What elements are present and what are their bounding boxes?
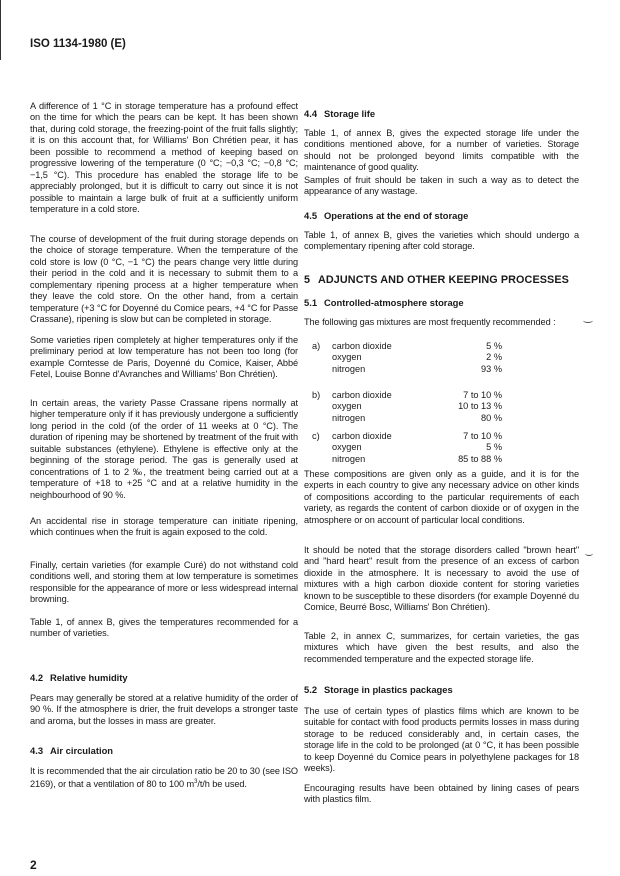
gas-value: 5 % [486,341,502,351]
paragraph: Table 1, of annex B, gives the varieties which should undergo a complementary ripening after cold storage. [304,230,579,252]
section-heading-5 [304,274,569,286]
gas-name: carbon dioxide [332,431,392,441]
text: It is recommended that the air circulation ratio be 20 to 30 (see ISO 2169), or that a ventilation of 80 to 100 m [30,766,298,790]
section-title: Air circulation [50,745,114,756]
section-title: Operations at the end of storage [324,210,469,221]
gas-name: nitrogen [332,412,366,423]
section-number: 5.1 [304,297,318,308]
section-title: Controlled-atmosphere storage [324,297,464,308]
margin-mark [583,318,593,323]
paragraph: Finally, certain varieties (for example Curé) do not withstand cold conditions well, and storing them at low temperature is sometimes responsible for the appearance of more or less widespread internal browning. [30,560,298,605]
gas-name: nitrogen [332,453,366,464]
section-title: Storage life [324,108,376,119]
page-number: 2 [30,858,37,872]
list-letter: a) [312,341,321,351]
list-letter: c) [312,431,320,441]
section-title: Storage in plastics packages [324,684,453,695]
paragraph: The course of development of the fruit during storage depends on the choice of storage temperature. When the temperature of the cold store is low (0 °C, −1 °C) the pears change very little during their period in the cold and it is necessary to submit them to a complementary ripening process at a higher temperature when they leave the cold store. On the other hand, from a certain temperature (+3 °C for Doyenné du Comice pears, +4 °C for Passe Crassane), ripening is slow but can be completed in storage. [30,234,298,325]
gas-mixture-a [312,341,512,375]
page-edge-line [0,0,1,60]
gas-name: carbon dioxide [332,390,392,400]
gas-value: 80 % [481,412,502,423]
paragraph [30,766,298,791]
section-heading-4-4 [304,108,375,119]
section-number: 4.4 [304,108,318,119]
paragraph: Table 2, in annex C, summarizes, for certain varieties, the gas mixtures which have given the best results, and also the recommended temperature and the expected storage life. [304,631,579,664]
paragraph: Samples of fruit should be taken in such a way as to detect the appearance of any wastage. [304,175,579,197]
paragraph: Some varieties ripen completely at higher temperatures only if the preliminary period at low temperature has not been too long (for example Comtesse de Paris, Doyenné du Comice, Kaiser, Abbé Fetel, Louise Bonne d'Avranches and Williams' Bon Chrétien). [30,335,298,380]
paragraph: A difference of 1 °C in storage temperature has a profound effect on the time for which the pears can be kept. It has been shown that, during cold storage, the freezing-point of the fruit falls slightly; it is on this account that, for Williams' Bon Chrétien pear, it has been possible to recommend a method of keeping based on progressive lowering of the temperature (0 °C; −0,3 °C; −0,8 °C; −1,5 °C). This procedure has enabled the storage life to be appreciably prolonged, but it is difficult to carry out since it is not possible to maintain a large bulk of fruit at a sufficiently uniform temperature in a cold store. [30,101,298,215]
gas-value: 7 to 10 % [463,390,502,400]
superscript: 3 [194,779,198,786]
gas-value: 93 % [481,363,502,374]
paragraph: The use of certain types of plastics films which are known to be suitable for contact with food products permits losses in mass during storage to be reduced considerably and, in certain cases, the storage life in the cold to be prolonged (at 0 °C, it has been possible to keep Doyenné du Comice pears in polyethylene packages for 18 weeks). [304,706,579,774]
paragraph: It should be noted that the storage disorders called "brown heart" and "hard heart" result from the presence of an excess of carbon dioxide in the atmosphere. It is necessary to avoid the use of mixtures with a high carbon dioxide content for storing varieties known to be susceptible to these disorders (for example Doyenné du Comice, Beurré Bosc, Williams' Bon Chrétien). [304,545,579,613]
gas-mixture-c [312,431,512,465]
gas-mixture-b [312,390,512,424]
list-letter: b) [312,390,321,400]
text: /t/h be used. [197,779,247,790]
paragraph: These compositions are given only as a guide, and it is for the experts in each country to give any necessary advice on other kinds of compositions according to the particular requirements of each variety, as regards the content of carbon dioxide or of oxygen in the atmosphere or on account of particular local conditions. [304,469,579,525]
gas-name: oxygen [332,352,362,363]
section-number: 5.2 [304,684,318,695]
gas-value: 2 % [486,352,502,363]
gas-name: oxygen [332,401,362,412]
section-number: 4.2 [30,672,44,683]
gas-name: nitrogen [332,363,366,374]
paragraph: Encouraging results have been obtained by lining cases of pears with plastics film. [304,783,579,805]
section-number: 4.5 [304,210,318,221]
paragraph: The following gas mixtures are most frequently recommended : [304,317,556,327]
paragraph: Table 1, of annex B, gives the temperatures recommended for a number of varieties. [30,617,298,639]
section-heading-4-2 [30,672,128,683]
gas-value: 7 to 10 % [463,431,502,441]
gas-value: 5 % [486,442,502,453]
paragraph: Pears may generally be stored at a relative humidity of the order of 90 %. If the atmosphere is drier, the fruit develops a stronger taste and aroma, but the losses in mass are greater. [30,693,298,726]
margin-mark [585,551,593,556]
section-title: ADJUNCTS AND OTHER KEEPING PROCESSES [318,274,569,286]
section-heading-5-1 [304,297,464,308]
paragraph: In certain areas, the variety Passe Crassane ripens normally at higher temperature only if it has previously undergone a sufficiently long period in the cold (of the order of 11 weeks at 0 °C). The duration of ripening may be shortened by treatment of the fruit with suitable substances (ethylene). Ethylene is effective only at the beginning of the storage period. The gas is generally used at concentrations of 1 to 2 ‰, the treatment being carried out at a temperature of +18 to +25 °C and at a relative humidity in the neighbourhood of 90 %. [30,398,298,500]
document-header: ISO 1134-1980 (E) [30,38,126,50]
gas-value: 85 to 88 % [458,453,502,464]
section-title: Relative humidity [50,672,128,683]
section-heading-4-5 [304,210,468,221]
section-heading-4-3 [30,745,113,756]
paragraph: Table 1, of annex B, gives the expected storage life under the conditions mentioned above, for a number of varieties. Storage should not be prolonged beyond limits compatible with the maintenance of good quality. [304,128,579,173]
section-heading-5-2 [304,684,453,695]
section-number: 4.3 [30,745,44,756]
paragraph: An accidental rise in storage temperature can initiate ripening, which continues when the fruit is again exposed to the cold. [30,516,298,538]
section-number: 5 [304,274,311,286]
gas-name: carbon dioxide [332,341,392,351]
gas-name: oxygen [332,442,362,453]
gas-value: 10 to 13 % [458,401,502,412]
